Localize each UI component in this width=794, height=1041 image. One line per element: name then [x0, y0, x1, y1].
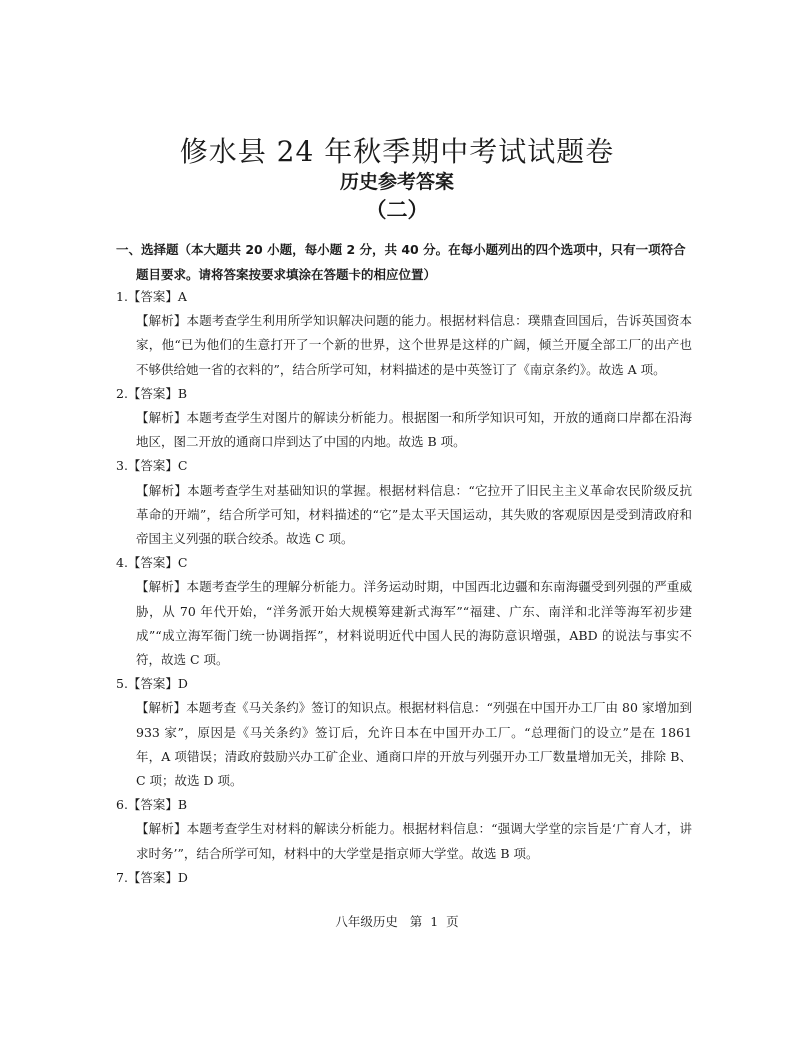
section-heading-line: 一、选择题（本大题共 20 小题，每小题 2 分，共 40 分。在每小题列出的四个选项中，只有一项符合: [116, 242, 686, 257]
answer-line: 7.【答案】D: [116, 869, 188, 885]
analysis-text: 【解析】本题考查学生对基础知识的掌握。根据材料信息：“它拉开了旧民主主义革命农民阶级反抗革命的开端”，结合所学可知，材料描述的“它”是太平天国运动，其失败的客观原因是受到清政府和帝国主义列强的联合绞杀。故选 C 项。: [136, 482, 692, 547]
question-item: [116, 382, 692, 455]
page-title: 修水县 24 年秋季期中考试试题卷: [179, 135, 615, 168]
answer-line: 4.【答案】C: [116, 555, 188, 571]
analysis-text: 【解析】本题考查学生利用所学知识解决问题的能力。根据材料信息：璞鼎查回国后，告诉英国资本家，他“已为他们的生意打开了一个新的世界，这个世界是这样的广阔，倾兰开厦全部工厂的出产也不够供给她一省的衣料的”，结合所学可知，材料描述的是中英签订了《南京条约》。故选 A 项。: [136, 313, 692, 377]
volume-number: （二）: [365, 197, 429, 222]
question-item: [116, 793, 692, 866]
question-item: [116, 285, 692, 382]
answer-line: 1.【答案】A: [116, 289, 187, 304]
analysis-text: 【解析】本题考查学生对图片的解读分析能力。根据图一和所学知识可知，开放的通商口岸都在沿海地区，图二开放的通商口岸到达了中国的内地。故选 B 项。: [136, 410, 692, 450]
answer-line: 2.【答案】B: [116, 385, 188, 401]
question-item: [116, 454, 692, 551]
page-subtitle: 历史参考答案: [339, 171, 454, 193]
section-heading-line: 题目要求。请将答案按要求填涂在答题卡的相应位置）: [136, 267, 437, 282]
question-item: [116, 551, 692, 672]
question-item: [116, 866, 692, 890]
analysis-text: 【解析】本题考查学生的理解分析能力。洋务运动时期，中国西北边疆和东南海疆受到列强的严重威胁，从 70 年代开始，“洋务派开始大规模筹建新式海军”“福建、广东、南洋和北洋等海军初步建成”“成立海军衙门统一协调指挥”，材料说明近代中国人民的海防意识增强，ABD 的说法与事实不符，故选 C 项。: [136, 579, 692, 668]
question-item: [116, 672, 692, 793]
answer-list: [116, 285, 692, 890]
answer-line: 6.【答案】B: [116, 797, 188, 813]
analysis-text: 【解析】本题考查学生对材料的解读分析能力。根据材料信息：“强调大学堂的宗旨是‘广育人才，讲求时务’”，结合所学可知，材料中的大学堂是指京师大学堂。故选 B 项。: [136, 821, 692, 861]
answer-line: 5.【答案】D: [116, 676, 188, 692]
analysis-text: 【解析】本题考查《马关条约》签订的知识点。根据材料信息：“列强在中国开办工厂由 80 家增加到 933 家”，原因是《马关条约》签订后，允许日本在中国开办工厂。“总理衙门的设立”是在 1861 年，A 项错误；清政府鼓励兴办工矿企业、通商口岸的开放与列强开办工厂数量增加无关，排除 B、C 项；故选 D 项。: [136, 700, 692, 789]
page-footer: 八年级历史 第 1 页: [335, 914, 459, 929]
section-heading: [116, 237, 696, 287]
answer-line: 3.【答案】C: [116, 458, 188, 474]
